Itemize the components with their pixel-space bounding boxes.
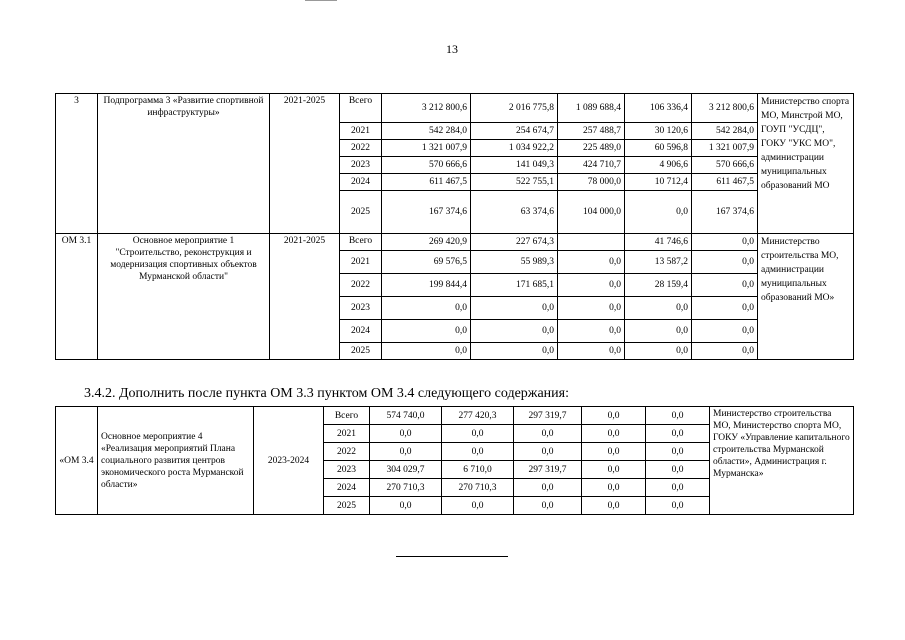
- amount-cell: 1 089 688,4: [558, 94, 625, 123]
- amount-cell: 4 906,6: [625, 157, 692, 174]
- executor-cell: Министерство строительства МО, администрации муниципальных образований МО»: [758, 234, 854, 360]
- amount-cell: 0,0: [582, 407, 646, 425]
- amount-cell: 167 374,6: [692, 191, 758, 234]
- year-cell: 2022: [324, 443, 370, 461]
- amount-cell: 10 712,4: [625, 174, 692, 191]
- item-name: Подпрограмма 3 «Развитие спортивной инфраструктуры»: [98, 94, 270, 234]
- amount-cell: 106 336,4: [625, 94, 692, 123]
- amount-cell: 0,0: [582, 443, 646, 461]
- new-item-table: [55, 406, 854, 515]
- year-cell: 2023: [340, 157, 382, 174]
- year-cell: 2022: [340, 274, 382, 297]
- amount-cell: 1 321 007,9: [382, 140, 471, 157]
- item-period: 2021-2025: [270, 234, 340, 360]
- amount-cell: 6 710,0: [442, 461, 514, 479]
- amount-cell: 1 034 922,2: [471, 140, 558, 157]
- amount-cell: 0,0: [582, 479, 646, 497]
- amount-cell: 0,0: [558, 320, 625, 343]
- amount-cell: 13 587,2: [625, 251, 692, 274]
- page-number: 13: [446, 42, 458, 56]
- amount-cell: 0,0: [625, 297, 692, 320]
- item-number: ОМ 3.1: [56, 234, 98, 360]
- amount-cell: 611 467,5: [382, 174, 471, 191]
- amount-cell: 0,0: [514, 479, 582, 497]
- amount-cell: 270 710,3: [370, 479, 442, 497]
- amount-cell: 2 016 775,8: [471, 94, 558, 123]
- amount-cell: 0,0: [582, 425, 646, 443]
- amount-cell: 0,0: [646, 425, 710, 443]
- item-period: 2021-2025: [270, 94, 340, 234]
- amount-cell: 0,0: [692, 251, 758, 274]
- amount-cell: 0,0: [382, 343, 471, 360]
- amount-cell: 104 000,0: [558, 191, 625, 234]
- amount-cell: 0,0: [646, 407, 710, 425]
- amount-cell: 0,0: [692, 343, 758, 360]
- item-period: 2023-2024: [254, 407, 324, 515]
- top-rule: [305, 0, 337, 1]
- amount-cell: 171 685,1: [471, 274, 558, 297]
- year-cell: Всего: [340, 94, 382, 123]
- table-row: [56, 407, 854, 425]
- amount-cell: 0,0: [370, 425, 442, 443]
- year-cell: Всего: [324, 407, 370, 425]
- executor-cell: Министерство строительства МО, Министерство спорта МО, ГОКУ «Управление капитального строительства Мурманской области», Администрация г. Мурманска»: [710, 407, 854, 515]
- amount-cell: 424 710,7: [558, 157, 625, 174]
- amount-cell: 0,0: [514, 497, 582, 515]
- year-cell: 2025: [324, 497, 370, 515]
- amount-cell: 0,0: [625, 191, 692, 234]
- amount-cell: 0,0: [471, 297, 558, 320]
- item-number: «ОМ 3.4: [56, 407, 98, 515]
- year-cell: 2024: [340, 320, 382, 343]
- amount-cell: 277 420,3: [442, 407, 514, 425]
- amount-cell: 574 740,0: [370, 407, 442, 425]
- amount-cell: 0,0: [558, 297, 625, 320]
- amount-cell: 55 989,3: [471, 251, 558, 274]
- amount-cell: 199 844,4: [382, 274, 471, 297]
- amount-cell: 227 674,3: [471, 234, 558, 251]
- amount-cell: 0,0: [442, 443, 514, 461]
- amount-cell: 257 488,7: [558, 123, 625, 140]
- amount-cell: 30 120,6: [625, 123, 692, 140]
- amount-cell: 3 212 800,6: [692, 94, 758, 123]
- item-name: Основное мероприятие 1 "Строительство, реконструкция и модернизация спортивных объектов Мурманской области": [98, 234, 270, 360]
- amount-cell: 542 284,0: [692, 123, 758, 140]
- amount-cell: 254 674,7: [471, 123, 558, 140]
- amount-cell: 0,0: [442, 425, 514, 443]
- amount-cell: 0,0: [646, 497, 710, 515]
- table-row: [56, 234, 854, 251]
- year-cell: 2023: [324, 461, 370, 479]
- year-cell: 2021: [340, 251, 382, 274]
- year-cell: 2024: [340, 174, 382, 191]
- amount-cell: 60 596,8: [625, 140, 692, 157]
- year-cell: 2025: [340, 343, 382, 360]
- amount-cell: 570 666,6: [692, 157, 758, 174]
- amount-cell: 522 755,1: [471, 174, 558, 191]
- amount-cell: [558, 234, 625, 251]
- amount-cell: 0,0: [382, 320, 471, 343]
- year-cell: 2022: [340, 140, 382, 157]
- item-name: Основное мероприятие 4 «Реализация мероприятий Плана социального развития центров экономического роста Мурманской области»: [98, 407, 254, 515]
- amount-cell: 0,0: [370, 497, 442, 515]
- amount-cell: 297 319,7: [514, 461, 582, 479]
- amount-cell: 0,0: [582, 461, 646, 479]
- amount-cell: 0,0: [625, 343, 692, 360]
- amount-cell: 0,0: [558, 251, 625, 274]
- instruction-text: 3.4.2. Дополнить после пункта ОМ 3.3 пунктом ОМ 3.4 следующего содержания:: [84, 386, 569, 401]
- amount-cell: 0,0: [625, 320, 692, 343]
- table-row: [56, 94, 854, 123]
- year-cell: Всего: [340, 234, 382, 251]
- amount-cell: 0,0: [646, 443, 710, 461]
- amount-cell: 141 049,3: [471, 157, 558, 174]
- amount-cell: 297 319,7: [514, 407, 582, 425]
- amount-cell: 69 576,5: [382, 251, 471, 274]
- amount-cell: 0,0: [646, 479, 710, 497]
- executor-cell: Министерство спорта МО, Минстрой МО, ГОУП "УСДЦ", ГОКУ "УКС МО", администрации муниципальных образований МО: [758, 94, 854, 234]
- amount-cell: 78 000,0: [558, 174, 625, 191]
- amount-cell: 304 029,7: [370, 461, 442, 479]
- amount-cell: 0,0: [514, 425, 582, 443]
- amount-cell: 0,0: [471, 343, 558, 360]
- program-table: [55, 93, 854, 360]
- year-cell: 2024: [324, 479, 370, 497]
- amount-cell: 63 374,6: [471, 191, 558, 234]
- amount-cell: 0,0: [370, 443, 442, 461]
- amount-cell: 0,0: [558, 274, 625, 297]
- amount-cell: 0,0: [558, 343, 625, 360]
- amount-cell: 0,0: [514, 443, 582, 461]
- bottom-rule: [396, 556, 508, 557]
- amount-cell: 0,0: [582, 497, 646, 515]
- year-cell: 2025: [340, 191, 382, 234]
- amount-cell: 542 284,0: [382, 123, 471, 140]
- amount-cell: 1 321 007,9: [692, 140, 758, 157]
- amount-cell: 3 212 800,6: [382, 94, 471, 123]
- amount-cell: 269 420,9: [382, 234, 471, 251]
- amount-cell: 41 746,6: [625, 234, 692, 251]
- amount-cell: 270 710,3: [442, 479, 514, 497]
- amount-cell: 0,0: [646, 461, 710, 479]
- amount-cell: 0,0: [442, 497, 514, 515]
- amount-cell: 167 374,6: [382, 191, 471, 234]
- amount-cell: 0,0: [692, 234, 758, 251]
- amount-cell: 570 666,6: [382, 157, 471, 174]
- amount-cell: 0,0: [692, 320, 758, 343]
- amount-cell: 0,0: [471, 320, 558, 343]
- amount-cell: 28 159,4: [625, 274, 692, 297]
- amount-cell: 0,0: [692, 274, 758, 297]
- year-cell: 2023: [340, 297, 382, 320]
- year-cell: 2021: [324, 425, 370, 443]
- amount-cell: 611 467,5: [692, 174, 758, 191]
- amount-cell: 225 489,0: [558, 140, 625, 157]
- item-number: 3: [56, 94, 98, 234]
- amount-cell: 0,0: [382, 297, 471, 320]
- year-cell: 2021: [340, 123, 382, 140]
- amount-cell: 0,0: [692, 297, 758, 320]
